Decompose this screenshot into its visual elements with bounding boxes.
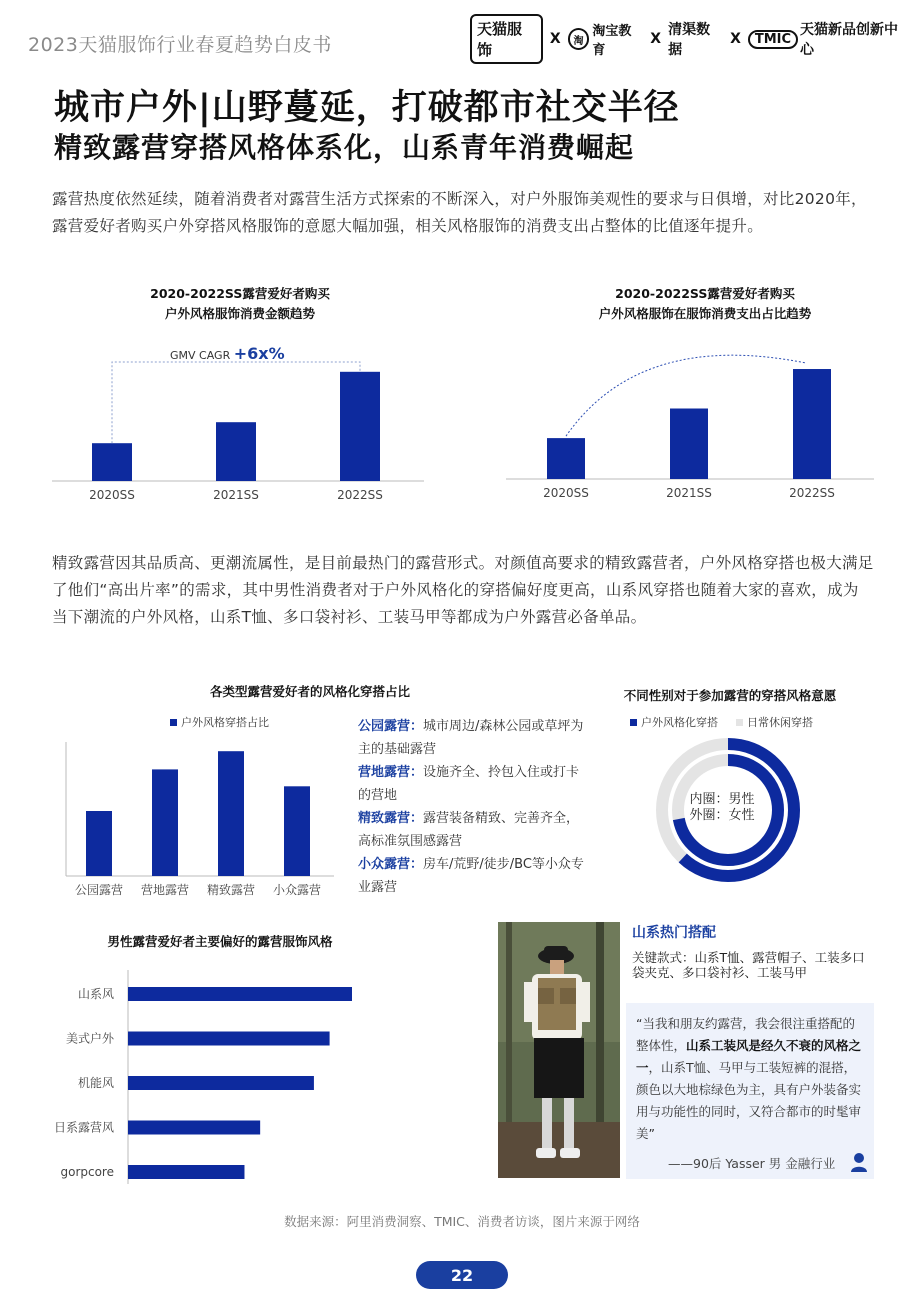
x-tick-label: 2020SS — [543, 486, 589, 500]
x-tick-label: 2021SS — [213, 488, 259, 502]
bar — [218, 751, 244, 876]
chart4-legend-a: 户外风格化穿搭 — [641, 716, 718, 729]
chart1-title-line1: 2020-2022SS露营爱好者购买 — [150, 286, 330, 301]
definition-key: 精致露营： — [358, 811, 424, 826]
outfit-photo — [498, 922, 620, 1178]
consumer-quote — [636, 1013, 866, 1145]
chart2-title-line2: 户外风格服饰在服饰消费支出占比趋势 — [598, 306, 812, 321]
x-tick-label: 2020SS — [89, 488, 135, 502]
definition-text: 房车/荒野/徒步/BC等小众专业露营 — [358, 857, 584, 895]
x-tick-label: 2021SS — [666, 486, 712, 500]
legend-swatch-outdoor — [630, 719, 637, 726]
definition-key: 公园露营： — [358, 719, 424, 734]
y-tick-label: gorpcore — [60, 1165, 114, 1179]
donut-outer-label: 外圈：女性 — [689, 808, 755, 823]
bar — [793, 369, 831, 479]
brand-separator: X — [549, 31, 561, 47]
chart3-legend-label: 户外风格穿搭占比 — [181, 716, 269, 729]
x-tick-label: 2022SS — [337, 488, 383, 502]
tmall-fashion-logo: 天猫服饰 — [470, 14, 543, 64]
y-tick-label: 美式户外 — [65, 1031, 114, 1046]
x-tick-label: 公园露营 — [74, 883, 124, 897]
bar — [216, 422, 256, 481]
bar — [670, 409, 708, 480]
y-tick-label: 日系露营风 — [53, 1120, 114, 1135]
x-tick-label: 小众露营 — [272, 883, 322, 897]
x-tick-label: 营地露营 — [140, 883, 190, 897]
taobao-education-label: 淘宝教育 — [592, 24, 632, 58]
definition-text: 设施齐全、拎包入住或打卡的营地 — [358, 765, 580, 803]
legend-swatch — [170, 719, 177, 726]
page-subtitle: 精致露营穿搭风格体系化，山系青年消费崛起 — [54, 131, 635, 164]
quote-part2: ，山系T恤、马甲与工装短裤的混搭，颜色以大地棕绿色为主，具有户外装备实用与功能性的同时，又符合都市的时髦审美” — [636, 1060, 862, 1141]
definition-item — [358, 853, 588, 899]
bar — [547, 438, 585, 479]
cagr-label: GMV CAGR — [170, 349, 231, 362]
taobao-logo-icon: 淘 — [568, 28, 590, 50]
page-number: 22 — [416, 1261, 508, 1289]
qingqu-data-logo: 清渠数据 — [668, 22, 711, 58]
bar — [152, 769, 178, 876]
page-title: 城市户外|山野蔓延，打破都市社交半径 — [54, 88, 680, 128]
chart3-legend — [170, 714, 269, 730]
brand-separator: X — [650, 31, 662, 47]
legend-swatch-casual — [736, 719, 743, 726]
definition-item — [358, 715, 588, 761]
quote-part1: “当我和朋友约露营，我会很注重搭配的整体性， — [636, 1016, 855, 1053]
tmic-logo-label: 天猫新品创新中心 — [800, 22, 899, 58]
donut-inner-label: 内圈：男性 — [689, 792, 755, 807]
bar — [128, 1165, 244, 1179]
document-title: 2023天猫服饰行业春夏趋势白皮书 — [28, 34, 332, 56]
hot-outfit-keywords: 关键款式：山系T恤、露营帽子、工装多口袋夹克、多口袋衬衫、工装马甲 — [632, 950, 865, 980]
intro-paragraph: 露营热度依然延续，随着消费者对露营生活方式探索的不断深入，对户外服饰美观性的要求与日俱增，对比2020年，露营爱好者购买户外穿搭风格服饰的意愿大幅加强，相关风格服饰的消费支出占整体的比值逐年提升。 — [52, 190, 867, 235]
definition-item — [358, 761, 588, 807]
quote-highlight: 山系工装风是经久不衰的风格之一 — [636, 1038, 862, 1075]
y-tick-label: 机能风 — [77, 1076, 114, 1090]
chart1-title-line2: 户外风格服饰消费金额趋势 — [164, 306, 315, 321]
bar — [128, 1121, 260, 1135]
chart4-legend-b: 日常休闲穿搭 — [747, 716, 813, 729]
donut-center-label — [682, 792, 762, 824]
chart4-title: 不同性别对于参加露营的穿搭风格意愿 — [623, 688, 837, 703]
definition-text: 露营装备精致、完善齐全，高标准氛围感露营 — [358, 811, 580, 849]
bar — [86, 811, 112, 876]
definition-key: 小众露营： — [358, 857, 424, 872]
bar — [128, 1076, 314, 1090]
body-paragraph: 精致露营因其品质高、更潮流属性，是目前最热门的露营形式。对颜值高要求的精致露营者，户外风格穿搭也极大满足了他们“高出片率”的需求，其中男性消费者对于户外风格化的穿搭偏好度更高，山系风穿搭也随着大家的喜欢，成为当下潮流的户外风格，山系T恤、多口袋衬衫、工装马甲等都成为户外露营必备单品。 — [52, 554, 874, 626]
bar — [284, 786, 310, 876]
quote-author: ——90后 Yasser 男 金融行业 — [668, 1156, 836, 1171]
bar — [128, 987, 352, 1001]
hot-outfit-title: 山系热门搭配 — [632, 925, 716, 941]
chart2-title-line1: 2020-2022SS露营爱好者购买 — [615, 286, 795, 301]
bar — [128, 1032, 330, 1046]
definition-text: 城市周边/森林公园或草坪为主的基础露营 — [358, 719, 584, 757]
camping-definitions — [358, 715, 588, 899]
cagr-value: +6x% — [233, 344, 285, 363]
bar — [92, 443, 132, 481]
data-source-note: 数据来源：阿里消费洞察、TMIC、消费者访谈，图片来源于网络 — [284, 1214, 640, 1229]
bar — [340, 372, 380, 481]
chart5-title: 男性露营爱好者主要偏好的露营服饰风格 — [107, 934, 333, 949]
chart4-legend — [630, 714, 813, 730]
person-icon — [850, 1152, 868, 1172]
definition-item — [358, 807, 588, 853]
chart3-title: 各类型露营爱好者的风格化穿搭占比 — [209, 684, 410, 699]
y-tick-label: 山系风 — [77, 987, 114, 1001]
definition-key: 营地露营： — [358, 765, 424, 780]
tmic-logo-mark: TMIC — [748, 30, 798, 49]
x-tick-label: 精致露营 — [206, 883, 256, 897]
x-tick-label: 2022SS — [789, 486, 835, 500]
brand-separator: X — [730, 31, 741, 47]
